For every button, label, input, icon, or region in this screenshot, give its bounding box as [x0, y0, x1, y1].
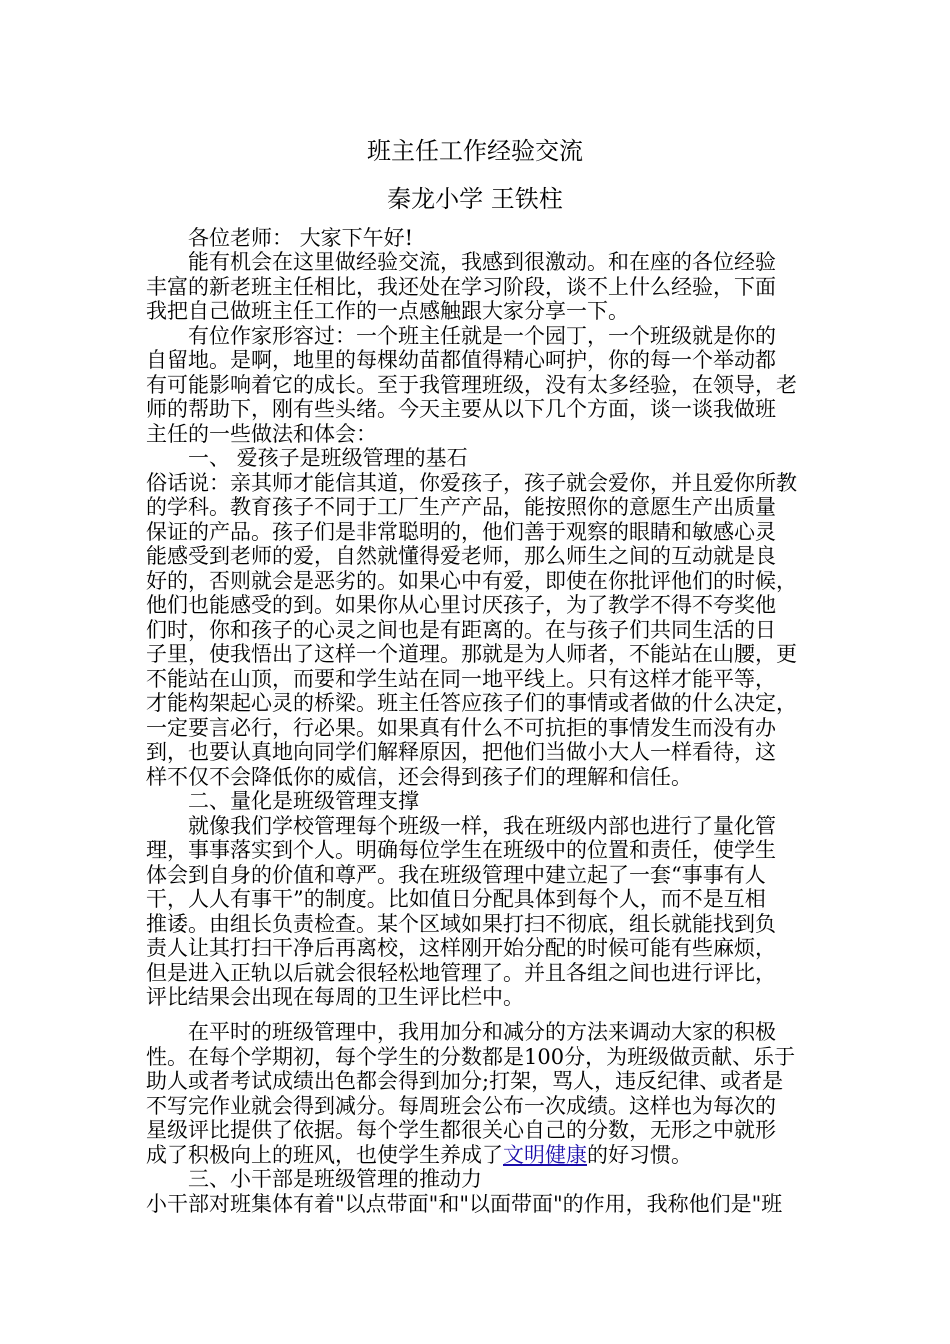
paragraph-line: 我把自己做班主任工作的一点感触跟大家分享一下。: [146, 299, 629, 323]
paragraph-line: 体会到自身的价值和尊严。我在班级管理中建立起了一套“事事有人: [146, 863, 766, 887]
paragraph-line: 到，也要认真地向同学们解释原因，把他们当做小大人一样看待，这: [146, 740, 776, 764]
text-after-link: 的好习惯。: [587, 1143, 692, 1167]
paragraph-line: 不能站在山顶，而要和学生站在同一地平线上。只有这样才能平等，: [146, 667, 776, 691]
paragraph-line: 能感受到老师的爱，自然就懂得爱老师，那么师生之间的互动就是良: [146, 544, 776, 568]
paragraph-line: 责人让其打扫干净后再离校，这样刚开始分配的时候可能有些麻烦，: [146, 936, 776, 960]
paragraph-line: 主任的一些做法和体会：: [146, 422, 377, 446]
document-title: 班主任工作经验交流: [367, 137, 583, 165]
section-heading: 二、量化是班级管理支撑: [188, 789, 419, 813]
paragraph-line: 小干部对班集体有着"以点带面"和"以面带面"的作用，我称他们是"班: [146, 1192, 783, 1216]
paragraph-line: 但是进入正轨以后就会很轻松地管理了。并且各组之间也进行评比，: [146, 961, 776, 985]
paragraph-line: 丰富的新老班主任相比，我还处在学习阶段，谈不上什么经验，下面: [146, 275, 776, 299]
paragraph-line: 才能构架起心灵的桥梁。班主任答应孩子们的事情或者做的什么决定，: [146, 691, 797, 715]
paragraph-line: 就像我们学校管理每个班级一样，我在班级内部也进行了量化管: [188, 814, 776, 838]
paragraph-line: 样不仅不会降低你的威信，还会得到孩子们的理解和信任。: [146, 765, 692, 789]
paragraph-line: 子里，使我悟出了这样一个道理。那就是为人师者，不能站在山腰，更: [146, 642, 797, 666]
paragraph-line: 们时，你和孩子的心灵之间也是有距离的。在与孩子们共同生活的日: [146, 618, 776, 642]
paragraph-line: 评比结果会出现在每周的卫生评比栏中。: [146, 985, 524, 1009]
paragraph-line: [146, 1143, 806, 1167]
paragraph-line: 的学科。教育孩子不同于工厂生产产品，能按照你的意愿生产出质量: [146, 495, 776, 519]
paragraph-line: 他们也能感受的到。如果你从心里讨厌孩子，为了教学不得不夸奖他: [146, 593, 776, 617]
paragraph-line: 能有机会在这里做经验交流，我感到很激动。和在座的各位经验: [188, 250, 776, 274]
wenming-jiankang-link[interactable]: 文明健康: [503, 1143, 587, 1167]
section-heading: 一、 爱孩子是班级管理的基石: [188, 446, 468, 470]
author-line: 秦龙小学 王铁柱: [387, 185, 563, 213]
paragraph-line: 星级评比提供了依据。每个学生都很关心自己的分数，无形之中就形: [146, 1118, 776, 1142]
paragraph-line: 俗话说：亲其师才能信其道，你爱孩子，孩子就会爱你，并且爱你所教: [146, 471, 797, 495]
salutation: 各位老师： 大家下午好!: [188, 226, 414, 250]
paragraph-line: 理，事事落实到个人。明确每位学生在班级中的位置和责任，使学生: [146, 838, 776, 862]
paragraph-line: 有可能影响着它的成长。至于我管理班级，没有太多经验，在领导，老: [146, 373, 797, 397]
paragraph-line: 推诿。由组长负责检查。某个区域如果打扫不彻底，组长就能找到负: [146, 912, 776, 936]
paragraph-line: 自留地。是啊，地里的每棵幼苗都值得精心呵护，你的每一个举动都: [146, 348, 776, 372]
section-heading: 三、小干部是班级管理的推动力: [188, 1167, 482, 1191]
text-before-link: 成了积极向上的班风，也使学生养成了: [146, 1143, 503, 1167]
paragraph-line: 助人或者考试成绩出色都会得到加分;打架，骂人，违反纪律、或者是: [146, 1069, 784, 1093]
paragraph-line: 保证的产品。孩子们是非常聪明的，他们善于观察的眼睛和敏感心灵: [146, 520, 776, 544]
paragraph-line: 在平时的班级管理中，我用加分和减分的方法来调动大家的积极: [188, 1020, 776, 1044]
paragraph-line: 好的，否则就会是恶劣的。如果心中有爱，即使在你批评他们的时候，: [146, 569, 797, 593]
paragraph-line: 干，人人有事干”的制度。比如值日分配具体到每个人，而不是互相: [146, 887, 766, 911]
paragraph-line: 不写完作业就会得到减分。每周班会公布一次成绩。这样也为每次的: [146, 1094, 776, 1118]
paragraph-line: 师的帮助下，刚有些头绪。今天主要从以下几个方面，谈一谈我做班: [146, 397, 776, 421]
paragraph-line: 性。在每个学期初，每个学生的分数都是100分，为班级做贡献、乐于: [146, 1045, 796, 1069]
paragraph-line: 有位作家形容过：一个班主任就是一个园丁，一个班级就是你的: [188, 324, 776, 348]
paragraph-line: 一定要言必行，行必果。如果真有什么不可抗拒的事情发生而没有办: [146, 716, 776, 740]
